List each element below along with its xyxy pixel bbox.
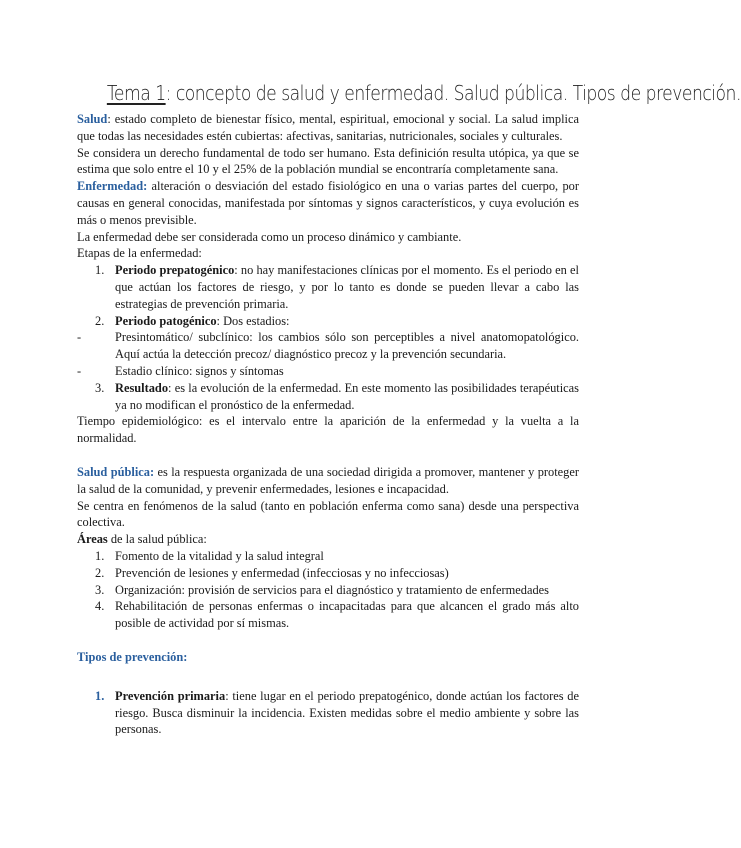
list-item xyxy=(77,363,579,380)
tiempo-epidemiologico: Tiempo epidemiológico: es el intervalo entre la aparición de la enfermedad y la vuelta a la normalidad. xyxy=(77,414,579,446)
list-item-text: : es la evolución de la enfermedad. En este momento las posibilidades terapéuticas ya no modifican el pronóstico de la enfermedad. xyxy=(115,380,579,412)
list-marker: 1. xyxy=(95,548,105,563)
title-rest: : concepto de salud y enfermedad. Salud pública. Tipos de prevención. xyxy=(165,81,741,105)
list-item-bold: Periodo prepatogénico xyxy=(115,263,235,278)
list-marker: - xyxy=(77,363,82,378)
list-item xyxy=(77,380,579,414)
tipos-heading: Tipos de prevención: xyxy=(77,649,188,664)
salud-publica-paragraph xyxy=(77,464,579,498)
list-item xyxy=(77,313,579,330)
list-item-bold: Prevención primaria xyxy=(115,688,226,703)
list-item-text: Fomento de la vitalidad y la salud integral xyxy=(115,548,324,563)
enfermedad-paragraph-2: La enfermedad debe ser considerada como un proceso dinámico y cambiante. xyxy=(77,229,462,244)
list-item-text: : no hay manifestaciones clínicas por el momento. Es el periodo en el que actúan los factores de riesgo, y por lo tanto es donde se pueden llevar a cabo las estrategias de prevención primaria. xyxy=(115,263,579,311)
list-item-text: Prevención de lesiones y enfermedad (infecciosas y no infecciosas) xyxy=(115,565,449,580)
salud-publica-definition: es la respuesta organizada de una sociedad dirigida a promover, mantener y proteger la salud de la comunidad, y prevenir enfermedades, lesiones e incapacidad. xyxy=(77,464,579,496)
list-item-text: : tiene lugar en el periodo prepatogénico, donde actúan los factores de riesgo. Busca disminuir la incidencia. Existen medidas sobre el medio ambiente y sobre las personas. xyxy=(115,688,579,737)
enfermedad-definition: alteración o desviación del estado fisiológico en una o varias partes del cuerpo, por causas en general conocidas, manifestada por síntomas y signos característicos, y cuya evolución es más o menos previsible. xyxy=(77,179,579,227)
list-marker: 1. xyxy=(95,688,105,703)
areas-rest: de la salud pública: xyxy=(107,532,207,547)
document-page xyxy=(77,80,741,738)
list-marker: 3. xyxy=(95,380,105,395)
salud-paragraph xyxy=(77,111,579,145)
page-title xyxy=(106,80,741,106)
list-item-text: Presintomático/ subclínico: los cambios sólo son perceptibles a nivel anatomopatológico. Aquí actúa la detección precoz/ diagnóstico precoz y la prevención secundaria. xyxy=(115,330,579,362)
list-item xyxy=(77,688,579,738)
list-item-text: Estadio clínico: signos y síntomas xyxy=(115,363,284,378)
areas-list xyxy=(77,548,579,632)
list-item xyxy=(77,262,579,312)
etapas-intro: Etapas de la enfermedad: xyxy=(77,246,202,261)
list-item xyxy=(77,598,579,632)
salud-publica-term: Salud pública: xyxy=(77,464,155,479)
salud-term: Salud xyxy=(77,112,108,126)
list-marker: 2. xyxy=(95,565,105,580)
tipos-list xyxy=(77,688,579,738)
enfermedad-term: Enfermedad: xyxy=(77,179,148,194)
salud-paragraph-2: Se considera un derecho fundamental de todo ser humano. Esta definición resulta utópica, ya que se estima que solo entre el 10 y el 25% de la población mundial se encontraría completamente sana. xyxy=(77,145,579,177)
list-item xyxy=(77,565,579,582)
areas-intro xyxy=(77,531,579,548)
enfermedad-paragraph xyxy=(77,178,579,228)
list-item-text: : Dos estadios: xyxy=(216,313,290,328)
salud-definition: : estado completo de bienestar físico, mental, espiritual, emocional y social. La salud implica que todas las necesidades estén cubiertas: afectivas, sanitarias, nutricionales, sociales y culturales. xyxy=(77,112,579,143)
list-marker: 4. xyxy=(95,599,105,614)
list-item-bold: Periodo patogénico xyxy=(115,313,217,328)
list-item-text: Rehabilitación de personas enfermas o incapacitadas para que alcancen el grado más alto posible de actividad por sí mismas. xyxy=(115,599,579,631)
list-item xyxy=(77,548,579,565)
list-marker: - xyxy=(77,330,82,345)
list-marker: 1. xyxy=(95,263,105,278)
areas-bold: Áreas xyxy=(77,532,108,547)
title-tema: Tema 1 xyxy=(106,81,166,105)
list-marker: 3. xyxy=(95,582,105,597)
list-item xyxy=(77,582,579,599)
salud-publica-paragraph-2: Se centra en fenómenos de la salud (tanto en población enferma como sana) desde una perspectiva colectiva. xyxy=(77,498,579,530)
list-marker: 2. xyxy=(95,313,105,328)
list-item-bold: Resultado xyxy=(115,380,169,395)
list-item-text: Organización: provisión de servicios para el diagnóstico y tratamiento de enfermedades xyxy=(115,582,549,597)
etapas-list xyxy=(77,262,579,413)
list-item xyxy=(77,329,579,363)
